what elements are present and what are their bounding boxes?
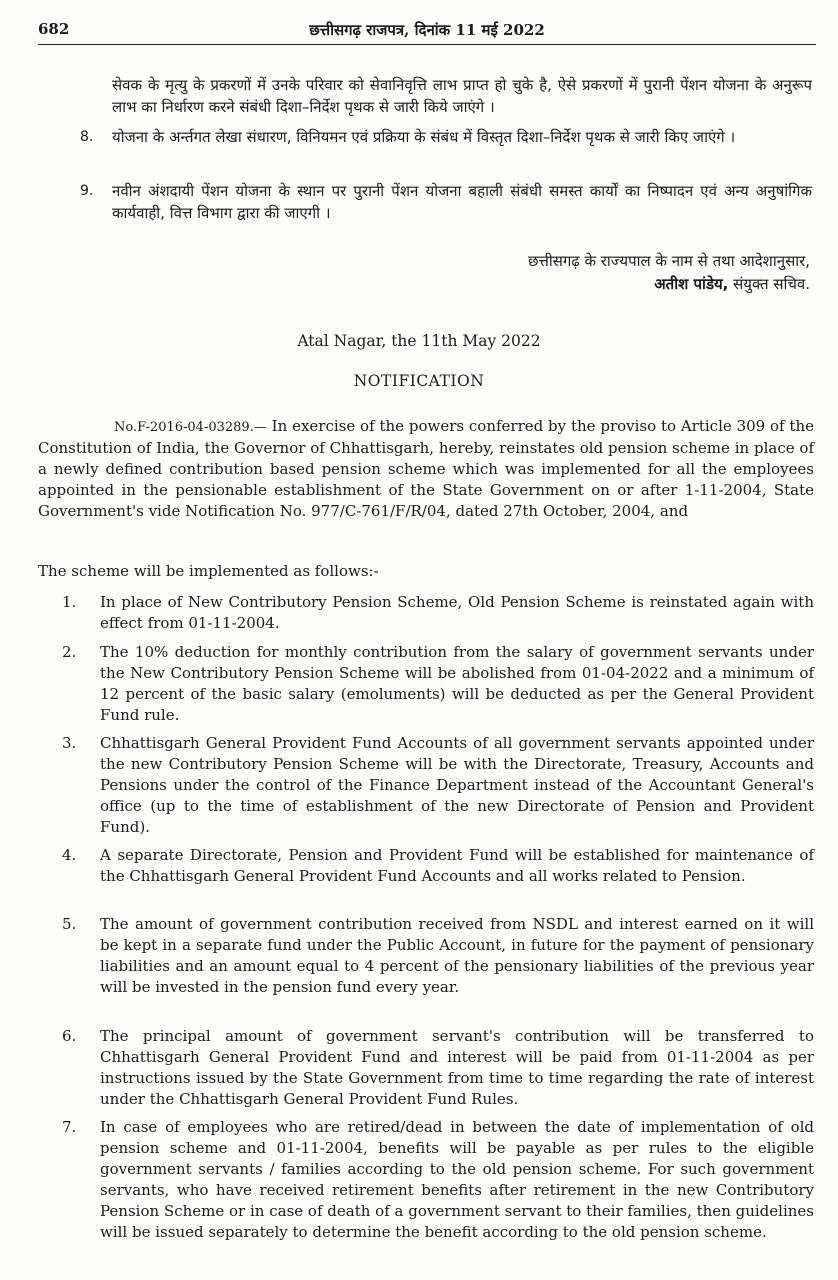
item-number: 7. — [62, 1118, 77, 1136]
reference-number: No.F-2016-04-03289.— — [114, 420, 267, 435]
item-number: 6. — [62, 1027, 77, 1045]
hindi-item-8 — [80, 126, 812, 148]
scheme-item-3 — [62, 733, 814, 838]
hindi-item-9 — [80, 180, 812, 224]
hindi-continuation-paragraph: सेवक के मृत्यु के प्रकरणों में उनके परिवार को सेवानिवृत्ति लाभ प्राप्त हो चुके है, ऐसे प्रकरणों में पुरानी पेंशन योजना के अनुरूप लाभ का निर्धारण करने संबंधी दिशा–निर्देश पृथक से जारी किये जाएंगे । — [112, 76, 812, 116]
scheme-item-5 — [62, 914, 814, 998]
page-header — [38, 20, 816, 45]
item-text: The 10% deduction for monthly contribution from the salary of government servants under the New Contributory Pension Scheme will be abolished from 01-04-2022 and a minimum of 12 percent of the basic salary (emoluments) will be deducted as per the General Provident Fund rule. — [100, 643, 814, 724]
scheme-item-4 — [62, 845, 814, 887]
item-text: The principal amount of government servant's contribution will be transferred to Chhattisgarh General Provident Fund and interest will be paid from 01-11-2004 as per instructions issued by the State Government from time to time regarding the rate of interest under the Chhattisgarh General Provident Fund Rules. — [100, 1027, 814, 1108]
item-text: योजना के अर्न्तगत लेखा संधारण, विनियमन एवं प्रक्रिया के संबंध में विस्तृत दिशा–निर्देश पृथक से जारी किए जाएंगे । — [112, 128, 736, 146]
item-text: Chhattisgarh General Provident Fund Accounts of all government servants appointed under the new Contributory Pension Scheme will be with the Directorate, Treasury, Accounts and Pensions under the control of the Finance Department instead of the Accountant General's office (up to the time of establishment of the new Directorate of Pension and Provident Fund). — [100, 734, 814, 836]
item-number: 3. — [62, 734, 77, 752]
item-text: नवीन अंशदायी पेंशन योजना के स्थान पर पुरानी पेंशन योजना बहाली संबंधी समस्त कार्यों का निष्पादन एवं अन्य अनुषांगिक कार्यवाही, वित्त विभाग द्वारा की जाएगी । — [112, 182, 812, 222]
item-number: 4. — [62, 846, 77, 864]
signature-authority: छत्तीसगढ़ के राज्यपाल के नाम से तथा आदेशानुसार, — [527, 252, 810, 270]
notification-title: NOTIFICATION — [353, 372, 485, 390]
signature-officer — [528, 273, 810, 296]
item-text: A separate Directorate, Pension and Provident Fund will be established for maintenance of the Chhattisgarh General Provident Fund Accounts and all works related to Pension. — [100, 846, 814, 885]
signatory-designation: संयुक्त सचिव. — [728, 275, 810, 293]
scheme-item-2 — [62, 642, 814, 726]
item-number: 1. — [62, 593, 77, 611]
scheme-item-1 — [62, 592, 814, 634]
page-number: 682 — [38, 20, 70, 38]
item-number: 8. — [80, 129, 94, 145]
scheme-item-6 — [62, 1026, 814, 1110]
scheme-item-7 — [62, 1117, 814, 1243]
notification-intro — [38, 416, 814, 522]
signatory-name: अतीश पांडेय, — [654, 275, 729, 293]
place-date: Atal Nagar, the 11th May 2022 — [297, 332, 541, 350]
item-number: 9. — [80, 183, 94, 199]
item-number: 5. — [62, 915, 77, 933]
item-number: 2. — [62, 643, 77, 661]
gazette-title: छत्तीसगढ़ राजपत्र, दिनांक 11 मई 2022 — [309, 21, 545, 39]
item-text: The amount of government contribution received from NSDL and interest earned on it will be kept in a separate fund under the Public Account, in future for the payment of pensionary liabilities and an amount equal to 4 percent of the pensionary liabilities of the previous year will be invested in the pension fund every year. — [100, 915, 814, 996]
scheme-lead: The scheme will be implemented as follows:- — [38, 562, 379, 580]
item-text: In case of employees who are retired/dead in between the date of implementation of old pension scheme and 01-11-2004, benefits will be payable as per rules to the eligible government servants / families according to the old pension scheme. For such government servants, who have received retirement benefits after retirement in the new Contributory Pension Scheme or in case of death of a government servant to their families, then guidelines will be issued separately to determine the benefit according to the old pension scheme. — [100, 1118, 814, 1241]
signature-block — [528, 250, 810, 296]
intro-text: In exercise of the powers conferred by the proviso to Article 309 of the Constitution of India, the Governor of Chhattisgarh, hereby, reinstates old pension scheme in place of a newly defined contribution based pension scheme which was implemented for all the employees appointed in the pensionable establishment of the State Government on or after 1-11-2004, State Government's vide Notification No. 977/C-761/F/R/04, dated 27th October, 2004, and — [38, 417, 814, 520]
item-text: In place of New Contributory Pension Scheme, Old Pension Scheme is reinstated again with effect from 01-11-2004. — [100, 593, 814, 632]
